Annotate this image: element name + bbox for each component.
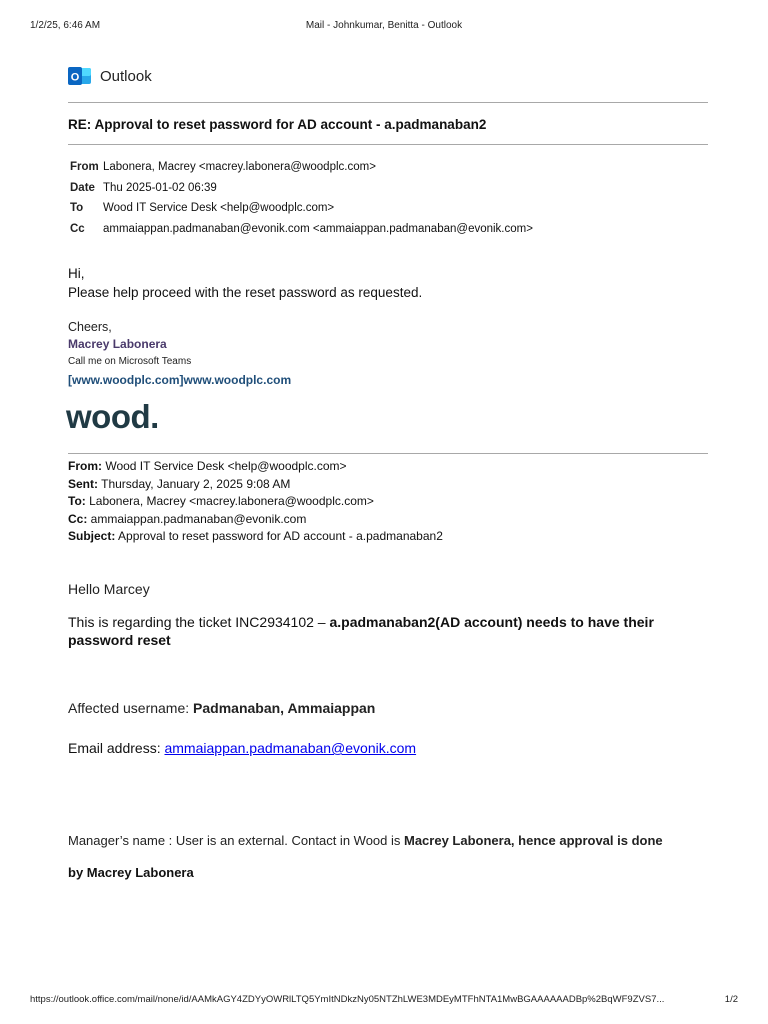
fwd-from-value: Wood IT Service Desk <help@woodplc.com> [102, 459, 347, 473]
affected-username-value: Padmanaban, Ammaiappan [193, 700, 376, 716]
print-datetime: 1/2/25, 6:46 AM [30, 20, 101, 31]
outlook-icon [68, 65, 92, 87]
greeting: Hi, [68, 266, 85, 281]
fwd-to-row [68, 494, 443, 512]
email-meta [70, 157, 533, 239]
affected-username-label: Affected username: [68, 700, 194, 716]
fwd-sent-label: Sent: [68, 476, 98, 491]
wood-logo: wood. [66, 398, 159, 435]
window-title: Mail - Johnkumar, Benitta - Outlook [305, 20, 463, 31]
ticket-text-bold: a.padmanaban2(AD account) needs to have their password reset [68, 614, 654, 648]
fwd-subject-value: Approval to reset password for AD account - a.padmanaban2 [115, 529, 443, 543]
fwd-subject-label: Subject: [68, 529, 116, 543]
meta-from-label: From [70, 161, 99, 174]
outlook-brand [68, 64, 152, 88]
original-greeting: Hello Marcey [68, 581, 150, 597]
divider [68, 453, 708, 454]
meta-date-value: Thu 2025-01-02 06:39 [103, 181, 217, 194]
fwd-from-row [68, 459, 443, 477]
forwarded-header [68, 459, 443, 547]
meta-cc-label: Cc [70, 222, 85, 235]
manager-line-continued: by Macrey Labonera [68, 865, 194, 880]
divider [68, 102, 708, 103]
email-address-link[interactable]: ammaiappan.padmanaban@evonik.com [164, 740, 417, 756]
ticket-paragraph [68, 613, 718, 649]
meta-date-row [70, 178, 533, 199]
meta-from-value: Labonera, Macrey <macrey.labonera@woodplc.com> [103, 161, 376, 174]
manager-text-bold: Macrey Labonera, hence approval is done [404, 833, 663, 848]
signature-teams-note: Call me on Microsoft Teams [68, 356, 192, 367]
fwd-cc-row [68, 512, 443, 530]
print-header [30, 20, 738, 34]
signature-website-link[interactable]: [www.woodplc.com]www.woodplc.com [68, 373, 292, 387]
affected-username-line [68, 700, 375, 716]
meta-cc-value: ammaiappan.padmanaban@evonik.com <ammaiappan.padmanaban@evonik.com> [103, 222, 533, 235]
meta-to-row [70, 198, 533, 219]
fwd-cc-label: Cc: [68, 511, 88, 526]
fwd-sent-value: Thursday, January 2, 2025 9:08 AM [98, 476, 291, 491]
meta-from-row [70, 157, 533, 178]
manager-text: Manager’s name : User is an external. Contact in Wood is [68, 833, 404, 848]
meta-to-value: Wood IT Service Desk <help@woodplc.com> [103, 202, 335, 215]
ticket-text: This is regarding the ticket INC2934102 – [68, 614, 330, 630]
outlook-icon-letter: O [70, 71, 80, 84]
divider [68, 144, 708, 145]
message-text: Please help proceed with the reset password as requested. [68, 285, 423, 300]
meta-cc-row [70, 219, 533, 240]
fwd-to-label: To: [68, 494, 86, 508]
fwd-from-label: From: [68, 459, 102, 473]
manager-line [68, 833, 718, 848]
meta-to-label: To [70, 202, 84, 215]
brand-name: Outlook [100, 67, 152, 85]
fwd-subject-row [68, 529, 443, 547]
fwd-sent-row [68, 477, 443, 495]
signature-name: Macrey Labonera [68, 337, 167, 351]
page-number: 1/2 [724, 994, 738, 1005]
fwd-to-value: Labonera, Macrey <macrey.labonera@woodplc.com> [85, 494, 374, 508]
fwd-cc-value: ammaiappan.padmanaban@evonik.com [87, 511, 307, 526]
email-address-label: Email address: [68, 740, 165, 756]
page-url: https://outlook.office.com/mail/none/id/AAMkAGY4ZDYyOWRlLTQ5YmItNDkzNy05NTZhLWE3MDEyMTFhNTA1MwBGAAAAAADBp%2BqWF9ZVS7... [30, 994, 665, 1005]
email-address-line [68, 740, 416, 756]
meta-date-label: Date [70, 181, 95, 194]
print-footer [30, 994, 738, 1008]
email-subject: RE: Approval to reset password for AD account - a.padmanaban2 [68, 117, 487, 132]
signature-closing: Cheers, [68, 320, 112, 334]
